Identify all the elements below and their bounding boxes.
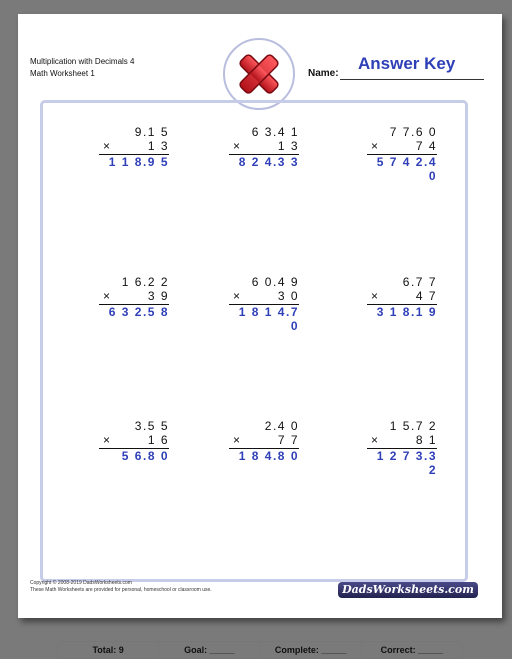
name-underline [340, 79, 484, 80]
worksheet-page [18, 14, 502, 655]
multiplicand: 6 0.4 9 [251, 275, 299, 289]
times-sign: × [103, 433, 111, 447]
problem-7 [99, 419, 169, 463]
problem-3 [367, 125, 437, 183]
multiplier-row [99, 139, 169, 153]
copyright-notice [30, 580, 212, 594]
multiplier: 7 7 [277, 433, 299, 447]
multiplicand: 1 6.2 2 [121, 275, 169, 289]
problem-1 [99, 125, 169, 169]
times-sign: × [371, 433, 379, 447]
multiplier-row [99, 289, 169, 303]
worksheet-title [30, 56, 134, 80]
multiplier: 3 9 [147, 289, 169, 303]
name-field [308, 54, 484, 82]
total-cell: Total: 9 [58, 642, 159, 658]
answer-key-text: Answer Key [358, 54, 456, 73]
multiplier-row [229, 139, 299, 153]
multiplicand: 7 7.6 0 [389, 125, 437, 139]
multiplier-row [99, 433, 169, 447]
multiplier: 1 6 [147, 433, 169, 447]
answer: 1 2 7 3.3 2 [376, 449, 437, 477]
multiplier-row [367, 289, 437, 303]
answer: 5 6.8 0 [121, 449, 169, 463]
problem-5 [229, 275, 299, 333]
times-sign: × [233, 289, 241, 303]
multiplicand: 9.1 5 [134, 125, 169, 139]
multiplicand: 1 5.7 2 [389, 419, 437, 433]
score-bar [57, 641, 463, 659]
problem-6 [367, 275, 437, 319]
answer: 1 8 1 4.7 0 [238, 305, 299, 333]
multiplicand: 2.4 0 [264, 419, 299, 433]
multiplier: 8 1 [415, 433, 437, 447]
complete-cell: Complete: _____ [261, 642, 362, 658]
multiplicand: 3.5 5 [134, 419, 169, 433]
multiplier-row [229, 433, 299, 447]
red-x-icon [235, 50, 283, 98]
problem-8 [229, 419, 299, 463]
problem-2 [229, 125, 299, 169]
multiplier: 4 7 [415, 289, 437, 303]
times-sign: × [371, 139, 379, 153]
answer: 1 8 4.8 0 [238, 449, 299, 463]
multiplier: 3 0 [277, 289, 299, 303]
problem-9 [367, 419, 437, 477]
copyright-line-1: Copyright © 2008-2019 DadsWorksheets.com [30, 580, 132, 586]
times-sign: × [371, 289, 379, 303]
answer: 1 1 8.9 5 [108, 155, 169, 169]
multiplier: 1 3 [147, 139, 169, 153]
problem-4 [99, 275, 169, 319]
copyright-line-2: These Math Worksheets are provided for personal, homeschool or classroom use. [30, 587, 212, 593]
times-sign: × [233, 433, 241, 447]
multiplicand: 6 3.4 1 [251, 125, 299, 139]
answer: 6 3 2.5 8 [108, 305, 169, 319]
answer: 5 7 4 2.4 0 [376, 155, 437, 183]
multiplier-row [367, 139, 437, 153]
title-line-2: Math Worksheet 1 [30, 69, 95, 78]
multiplier-row [229, 289, 299, 303]
times-sign: × [103, 139, 111, 153]
multiplier-row [367, 433, 437, 447]
multiplier: 1 3 [277, 139, 299, 153]
multiplier: 7 4 [415, 139, 437, 153]
name-label: Name: [308, 68, 339, 79]
correct-cell: Correct: _____ [380, 645, 444, 655]
multiplicand: 6.7 7 [402, 275, 437, 289]
answer: 3 1 8.1 9 [376, 305, 437, 319]
goal-cell: Goal: _____ [159, 642, 260, 658]
answer: 8 2 4.3 3 [238, 155, 299, 169]
dadsworksheets-logo[interactable]: DadsWorksheets.com [338, 582, 478, 598]
title-line-1: Multiplication with Decimals 4 [30, 57, 135, 66]
times-sign: × [233, 139, 241, 153]
times-sign: × [103, 289, 111, 303]
